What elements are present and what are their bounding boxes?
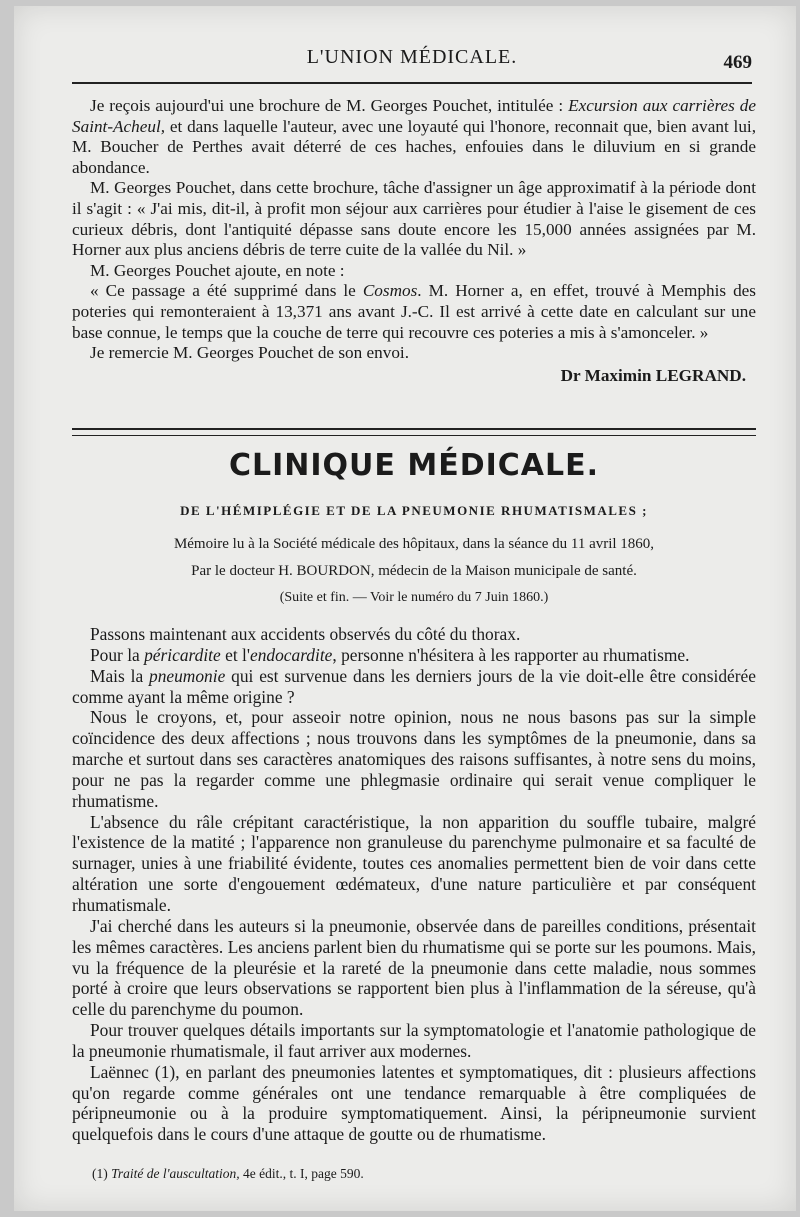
- signature: Dr Maximin LEGRAND.: [560, 365, 746, 385]
- letter-paragraph: [72, 281, 756, 343]
- article-body: [72, 624, 756, 1145]
- author-line: Par le docteur H. BOURDON, médecin de la Maison municipale de santé.: [191, 563, 637, 579]
- text-run: . M. Horner a, en effet, trouvé à Memphis des poteries qui remonteraient à 13,371 ans avant J.-C. Il est arrivé à cette date en calculant sur une base connue, le temps que la couche de terre qui recouvre ces poteries a mis à s'amonceler. »: [72, 281, 756, 342]
- journal-page: [14, 6, 796, 1211]
- letter-paragraph: M. Georges Pouchet, dans cette brochure, tâche d'assigner un âge approximatif à la période dont il s'agit : « J'ai mis, dit-il, à profit mon séjour aux carrières pour étudier à l'aise le gisement de ces curieux débris, dont l'antiquité dépasse sans doute encore les 15,000 années assignées par M. Horner aux plus anciens débris de terre cuite de la vallée du Nil. »: [72, 178, 756, 260]
- text-run: « Ce passage a été supprimé dans le: [90, 281, 363, 301]
- cosmos-title: Cosmos: [362, 281, 418, 301]
- article-paragraph: Nous le croyons, et, pour asseoir notre opinion, nous ne nous basons pas sur la simple coïncidence des deux affections ; nous trouvons dans les symptômes de la pneumonie, dans sa marche et surtout dans ses caractères anatomiques des raisons suffisantes, à notre sens du moins, pour ne pas la regarder comme une phlegmasie ordinaire qui serait venue compliquer le rhumatisme.: [72, 707, 756, 811]
- letter-paragraph: M. Georges Pouchet ajoute, en note :: [90, 260, 345, 280]
- section-title: CLINIQUE MÉDICALE.: [228, 448, 600, 483]
- text-run: Je reçois aujourd'ui une brochure de M. Georges Pouchet, intitulée :: [90, 96, 569, 115]
- text-run: Pour la: [90, 644, 145, 665]
- running-head: [72, 46, 752, 76]
- continuation-line: (Suite et fin. — Voir le numéro du 7 Juin 1860.): [279, 590, 549, 605]
- text-run: Mais la: [90, 665, 149, 686]
- page-number: 469: [723, 52, 752, 73]
- article-paragraph: Pour trouver quelques détails importants sur la symptomatologie et l'anatomie pathologique de la pneumonie rhumatismale, il faut arriver aux modernes.: [72, 1020, 756, 1061]
- term-pericarditis: péricardite: [144, 644, 221, 665]
- letter-paragraph: Je remercie M. Georges Pouchet de son envoi.: [90, 343, 409, 363]
- term-endocarditis: endocardite: [249, 644, 333, 665]
- journal-title: L'UNION MÉDICALE.: [306, 46, 518, 68]
- footnote-mark: (1): [92, 1166, 108, 1181]
- letter-paragraph: [72, 96, 756, 178]
- text-run: , personne n'hésitera à les rapporter au rhumatisme.: [332, 644, 690, 665]
- footnote: [92, 1166, 752, 1182]
- article-title: DE L'HÉMIPLÉGIE ET DE LA PNEUMONIE RHUMATISMALES ;: [180, 503, 648, 518]
- article-paragraph: L'absence du râle crépitant caractéristique, la non apparition du souffle tubaire, malgré l'existence de la matité ; l'apparence non granuleuse du parenchyme pulmonaire et sa faculté de surnager, unies à une friabilité évidente, toutes ces anomalies permettent bien de voir dans cette altération une sorte d'engouement œdémateux, d'une nature particulière et par conséquent rhumatismale.: [72, 811, 756, 915]
- text-run: et l': [220, 644, 250, 665]
- footnote-title: Traité de l'auscultation,: [111, 1166, 240, 1181]
- text-run: qui est survenue dans les derniers jours de la vie doit-elle être considérée comme ayant la même origine ?: [72, 665, 756, 707]
- brochure-title: Excursion aux carrières de Saint-Acheul,: [72, 96, 756, 136]
- article-paragraph: Passons maintenant aux accidents observés du côté du thorax.: [90, 624, 521, 644]
- article-paragraph: [72, 666, 756, 708]
- article-paragraph: J'ai cherché dans les auteurs si la pneumonie, observée dans de pareilles conditions, présentait les mêmes caractères. Les anciens parlent bien du rhumatisme qui se porte sur les poumons. Mais, vu la fréquence de la pleurésie et la rareté de la pneumonie dans cette maladie, nous sommes porté à croire que leurs observations se rapportent bien plus à l'inflammation de la séreuse, qu'à celle du parenchyme du poumon.: [72, 915, 756, 1020]
- footnote-text: 4e édit., t. I, page 590.: [239, 1166, 364, 1181]
- term-pneumonia: pneumonie: [149, 665, 226, 686]
- article-paragraph: [72, 645, 756, 666]
- header-rule: [72, 82, 752, 84]
- memoir-line: Mémoire lu à la Société médicale des hôpitaux, dans la séance du 11 avril 1860,: [173, 536, 655, 552]
- section-divider: [72, 428, 756, 436]
- letter-block: [72, 96, 756, 386]
- text-run: et dans laquelle l'auteur, avec une loyauté qui l'honore, reconnait que, bien avant lui, M. Boucher de Perthes avait déterré de ces haches, enfouies dans le diluvium en si grande abondance.: [72, 116, 756, 177]
- article-paragraph: Laënnec (1), en parlant des pneumonies latentes et symptomatiques, dit : plusieurs affections qu'on regarde comme générales ont une tendance remarquable à être compliquées de péripneumonie ou à la produire symptomatiquement. Ainsi, la péripneumonie survient quelquefois dans le cours d'une attaque de goutte ou de rhumatisme.: [72, 1061, 756, 1145]
